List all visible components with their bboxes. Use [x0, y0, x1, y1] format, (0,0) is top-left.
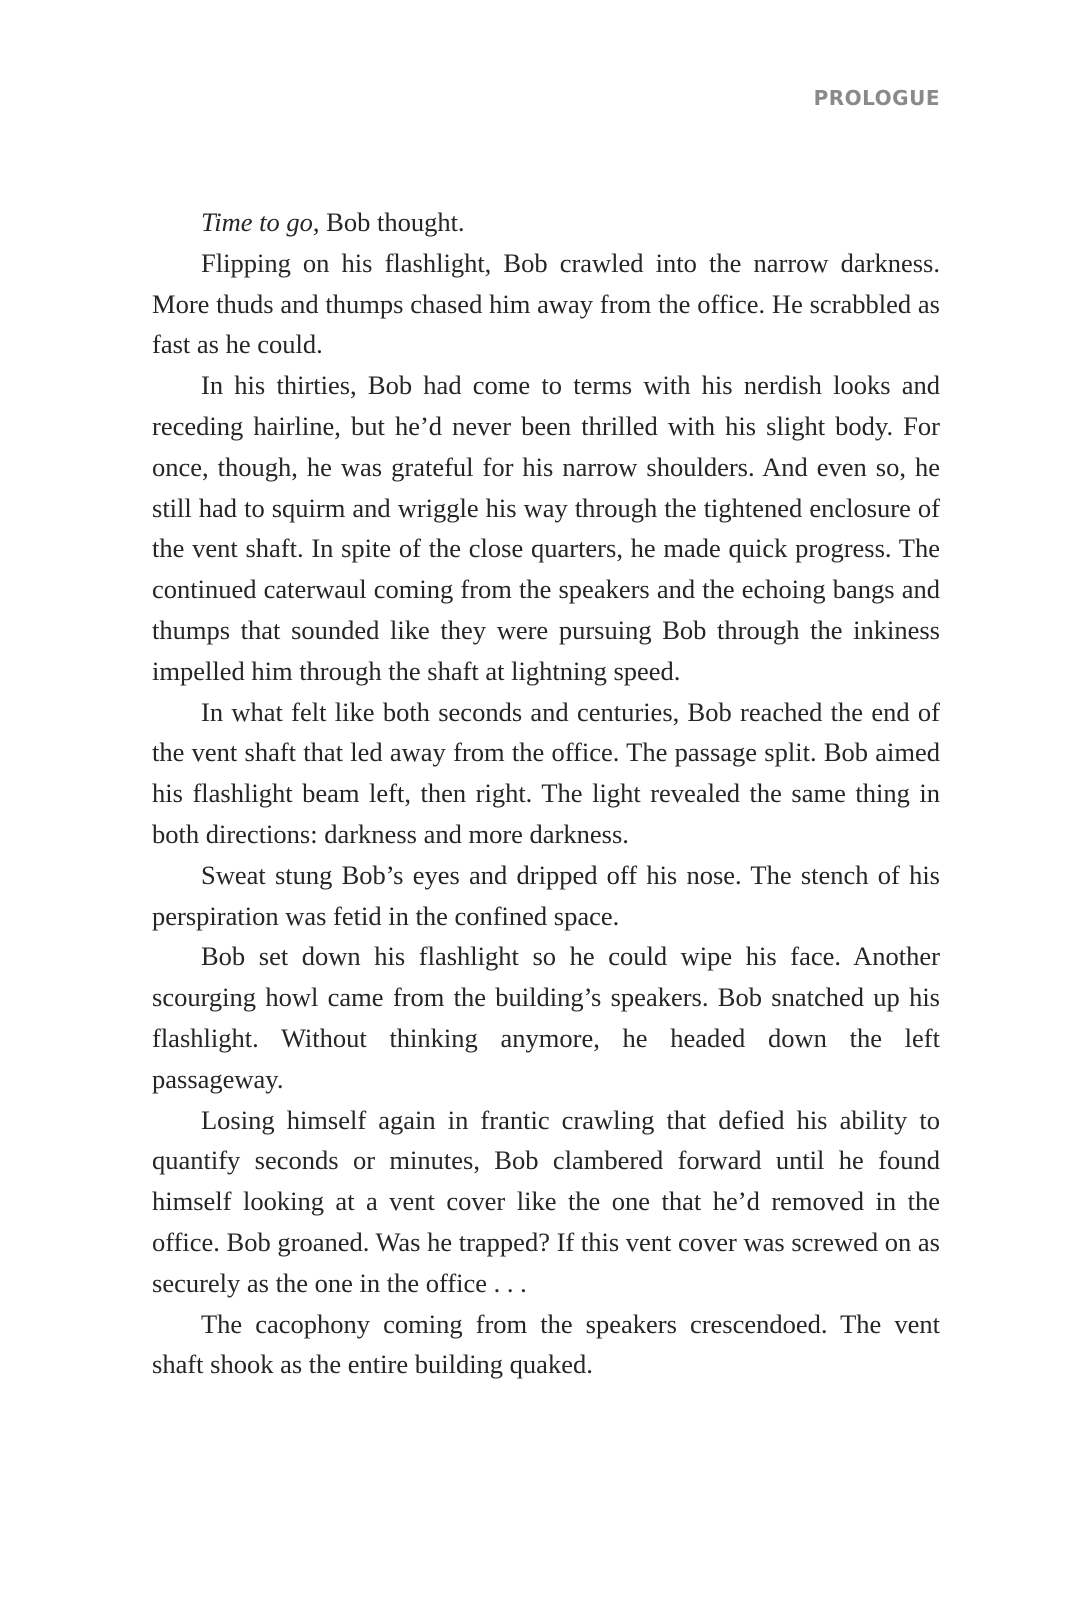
paragraph-1-text: , Bob thought.: [312, 207, 465, 237]
running-head: PROLOGUE: [813, 86, 940, 110]
paragraph-2: Flipping on his flashlight, Bob crawled into the narrow darkness. More thuds and thumps chased him away from the office. He scrabbled as fast as he could.: [152, 247, 940, 360]
paragraph-5: Sweat stung Bob’s eyes and dripped off his nose. The stench of his perspiration was fetid in the confined space.: [152, 859, 940, 931]
paragraph-6: Bob set down his flashlight so he could wipe his face. Another scourging howl came from the building’s speakers. Bob snatched up his flashlight. Without thinking anymore, he headed down the left passageway.: [152, 941, 940, 1094]
paragraph-4: In what felt like both seconds and centuries, Bob reached the end of the vent shaft that led away from the office. The passage split. Bob aimed his flashlight beam left, then right. The light revealed the same thing in both directions: darkness and more darkness.: [152, 696, 940, 849]
body-text: [152, 202, 940, 1385]
paragraph-1: [152, 202, 940, 243]
paragraph-8: The cacophony coming from the speakers crescendoed. The vent shaft shook as the entire building quaked.: [152, 1308, 940, 1380]
italic-phrase: Time to go: [201, 207, 313, 237]
paragraph-7: Losing himself again in frantic crawling that defied his ability to quantify seconds or minutes, Bob clambered forward until he found himself looking at a vent cover like the one that he’d removed in the office. Bob groaned. Was he trapped? If this vent cover was screwed on as securely as the one in the office . . .: [152, 1104, 940, 1298]
paragraph-3: In his thirties, Bob had come to terms with his nerdish looks and receding hairline, but he’d never been thrilled with his slight body. For once, though, he was grateful for his narrow shoulders. And even so, he still had to squirm and wriggle his way through the tightened enclosure of the vent shaft. In spite of the close quarters, he made quick progress. The continued caterwaul coming from the speakers and the echoing bangs and thumps that sounded like they were pursuing Bob through the inkiness impelled him through the shaft at lightning speed.: [152, 370, 940, 686]
